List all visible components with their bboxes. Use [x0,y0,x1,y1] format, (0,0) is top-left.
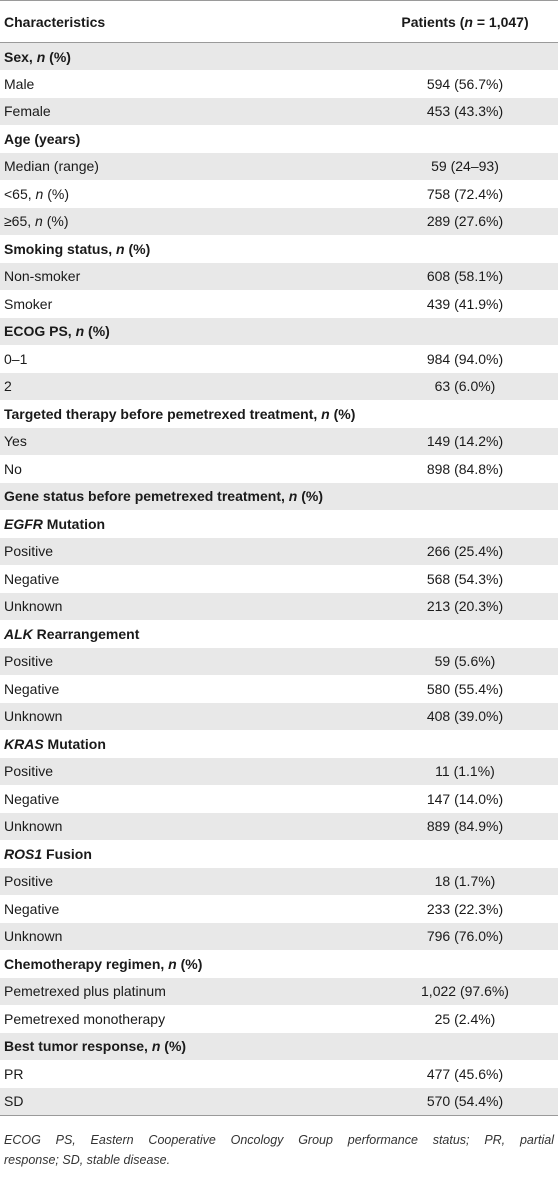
section-label [0,950,372,978]
section-label [0,1033,372,1061]
label-italic: n [321,405,330,422]
label-tail: Mutation [42,515,106,532]
row-value: 408 (39.0%) [426,708,504,725]
header-characteristics: Characteristics [0,1,372,43]
table-row [0,648,558,676]
label-tail: (%) [329,405,356,422]
header-patients-n: n [464,13,473,30]
row-value: 213 (20.3%) [426,598,504,615]
label-text: Female [4,103,51,120]
table-row [0,70,558,98]
header-row [0,1,558,43]
row-value: 149 (14.2%) [426,433,504,450]
label-text: Positive [4,653,54,670]
table-footnote [0,1130,558,1170]
section-row [0,318,558,346]
label-text: Unknown [4,818,63,835]
row-value: 147 (14.0%) [426,790,504,807]
table-row [0,208,558,236]
label-text: Pemetrexed monotherapy [4,1010,166,1027]
section-label [0,483,372,511]
row-value: 63 (6.0%) [434,378,496,395]
section-row [0,43,558,71]
header-patients [372,1,558,43]
label-text: <65, [4,185,36,202]
label-italic: EGFR [4,515,43,532]
row-label [0,153,372,181]
table-row [0,593,558,621]
section-label [0,125,372,153]
label-italic: KRAS [4,735,44,752]
label-text: Non-smoker [4,268,81,285]
section-row [0,840,558,868]
row-value [372,730,558,758]
row-label [0,180,372,208]
section-label [0,730,372,758]
label-tail: (%) [42,213,69,230]
label-tail: Fusion [42,845,92,862]
table-row [0,373,558,401]
row-label [0,1005,372,1033]
label-italic: ROS1 [4,845,43,862]
footnote-line-2: response; SD, stable disease. [4,1152,171,1167]
row-label [0,455,372,483]
label-text: ≥65, [4,213,36,230]
label-text: Gene status before pemetrexed treatment, [4,488,289,505]
table-row [0,263,558,291]
header-patients-suffix: = 1,047) [472,13,529,30]
label-tail: (%) [84,323,110,340]
row-label [0,813,372,841]
table-row [0,290,558,318]
table-row [0,180,558,208]
label-text: Sex, [4,48,37,65]
row-value [372,510,558,538]
table-body [0,43,558,1116]
label-text: Targeted therapy before pemetrexed treatment, [4,405,322,422]
row-value: 898 (84.8%) [426,460,504,477]
label-text: 2 [4,378,12,395]
row-value: 25 (2.4%) [434,1010,496,1027]
label-text: SD [4,1093,24,1109]
table-row [0,428,558,456]
row-value: 580 (55.4%) [426,680,504,697]
table-row [0,345,558,373]
row-value: 439 (41.9%) [426,295,504,312]
section-row [0,950,558,978]
label-italic: n [35,185,44,202]
section-row [0,1033,558,1061]
table-row [0,538,558,566]
row-value: 889 (84.9%) [426,818,504,835]
row-label [0,290,372,318]
row-value [372,483,558,511]
row-value: 59 (24–93) [431,158,499,175]
label-text: Positive [4,873,54,890]
row-label [0,1088,372,1116]
row-label [0,373,372,401]
label-tail: (%) [45,48,71,65]
row-label [0,98,372,126]
label-italic: n [168,955,177,972]
section-label [0,235,372,263]
row-label [0,895,372,923]
header-patients-prefix: Patients ( [401,13,465,30]
section-row [0,730,558,758]
table-row [0,455,558,483]
row-value: 608 (58.1%) [426,268,504,285]
row-label [0,648,372,676]
row-value: 477 (45.6%) [426,1065,504,1082]
row-value: 453 (43.3%) [426,103,504,120]
row-value [372,620,558,648]
row-label [0,263,372,291]
row-label [0,923,372,951]
row-value: 796 (76.0%) [426,928,504,945]
label-tail: (%) [124,240,151,257]
table-row [0,895,558,923]
section-row [0,510,558,538]
row-value: 758 (72.4%) [426,185,504,202]
table-row [0,758,558,786]
footnote-line-1: ECOG PS, Eastern Cooperative Oncology Group performance status; PR, partial [4,1132,554,1147]
row-value: 1,022 (97.6%) [421,983,509,1000]
row-value [372,318,558,346]
label-italic: n [36,48,46,65]
row-value [372,1033,558,1061]
row-value: 568 (54.3%) [426,570,504,587]
row-value [372,43,558,71]
label-tail: (%) [43,185,69,202]
row-value: 594 (56.7%) [426,75,504,92]
row-label [0,208,372,236]
label-text: PR [4,1065,24,1082]
label-text: Chemotherapy regimen, [4,955,169,972]
label-text: Unknown [4,928,63,945]
row-value: 984 (94.0%) [426,350,504,367]
label-text: Positive [4,763,54,780]
table-row [0,978,558,1006]
table-row [0,785,558,813]
section-row [0,400,558,428]
label-italic: n [151,1038,161,1055]
label-italic: n [116,240,125,257]
table-row [0,703,558,731]
label-tail: Mutation [43,735,106,752]
label-text: Smoker [4,295,53,312]
label-tail: Rearrangement [32,625,140,642]
row-label [0,868,372,896]
label-text: Smoking status, [4,240,117,257]
section-label [0,840,372,868]
table-row [0,98,558,126]
section-label [0,43,372,71]
table-row [0,923,558,951]
label-tail: (%) [160,1038,187,1055]
table-row [0,565,558,593]
section-label [0,318,372,346]
row-label [0,1060,372,1088]
label-text: Median (range) [4,158,99,175]
table-row [0,813,558,841]
row-value [372,235,558,263]
label-italic: n [288,488,298,505]
row-label [0,345,372,373]
label-tail: (%) [176,955,203,972]
row-value: 18 (1.7%) [434,873,496,890]
label-italic: n [35,213,43,230]
row-value: 570 (54.4%) [426,1093,504,1109]
label-tail: (%) [297,488,323,505]
section-label [0,400,372,428]
section-row [0,125,558,153]
label-text: Negative [4,570,60,587]
label-text: Negative [4,900,60,917]
row-value: 266 (25.4%) [426,543,504,560]
label-text: Unknown [4,708,63,725]
label-text: ECOG PS, [4,323,76,340]
table-header [0,1,558,43]
row-label [0,70,372,98]
section-label [0,620,372,648]
label-text: Positive [4,543,54,560]
row-label [0,978,372,1006]
row-value [372,125,558,153]
label-text: Male [4,75,35,92]
row-value: 59 (5.6%) [434,653,496,670]
label-text: Unknown [4,598,63,615]
label-text: Age (years) [4,130,81,147]
row-label [0,538,372,566]
row-label [0,785,372,813]
row-label [0,565,372,593]
table-row [0,1088,558,1116]
label-text: Yes [4,433,27,450]
row-value [372,950,558,978]
label-text: 0–1 [4,350,28,367]
row-value: 289 (27.6%) [426,213,504,230]
row-value [372,400,558,428]
row-label [0,675,372,703]
row-value: 233 (22.3%) [426,900,504,917]
row-label [0,703,372,731]
section-row [0,483,558,511]
label-italic: n [75,323,85,340]
row-value: 11 (1.1%) [435,763,495,780]
table-row [0,153,558,181]
table-row [0,1060,558,1088]
table-row [0,1005,558,1033]
row-label [0,758,372,786]
label-text: Negative [4,790,60,807]
label-text: Negative [4,680,60,697]
label-text: Pemetrexed plus platinum [4,983,166,1000]
row-label [0,428,372,456]
row-value [372,840,558,868]
label-italic: ALK [4,625,33,642]
table-row [0,868,558,896]
label-text: Best tumor response, [4,1038,152,1055]
row-label [0,593,372,621]
section-row [0,235,558,263]
table-row [0,675,558,703]
section-label [0,510,372,538]
label-text: No [4,460,22,477]
section-row [0,620,558,648]
